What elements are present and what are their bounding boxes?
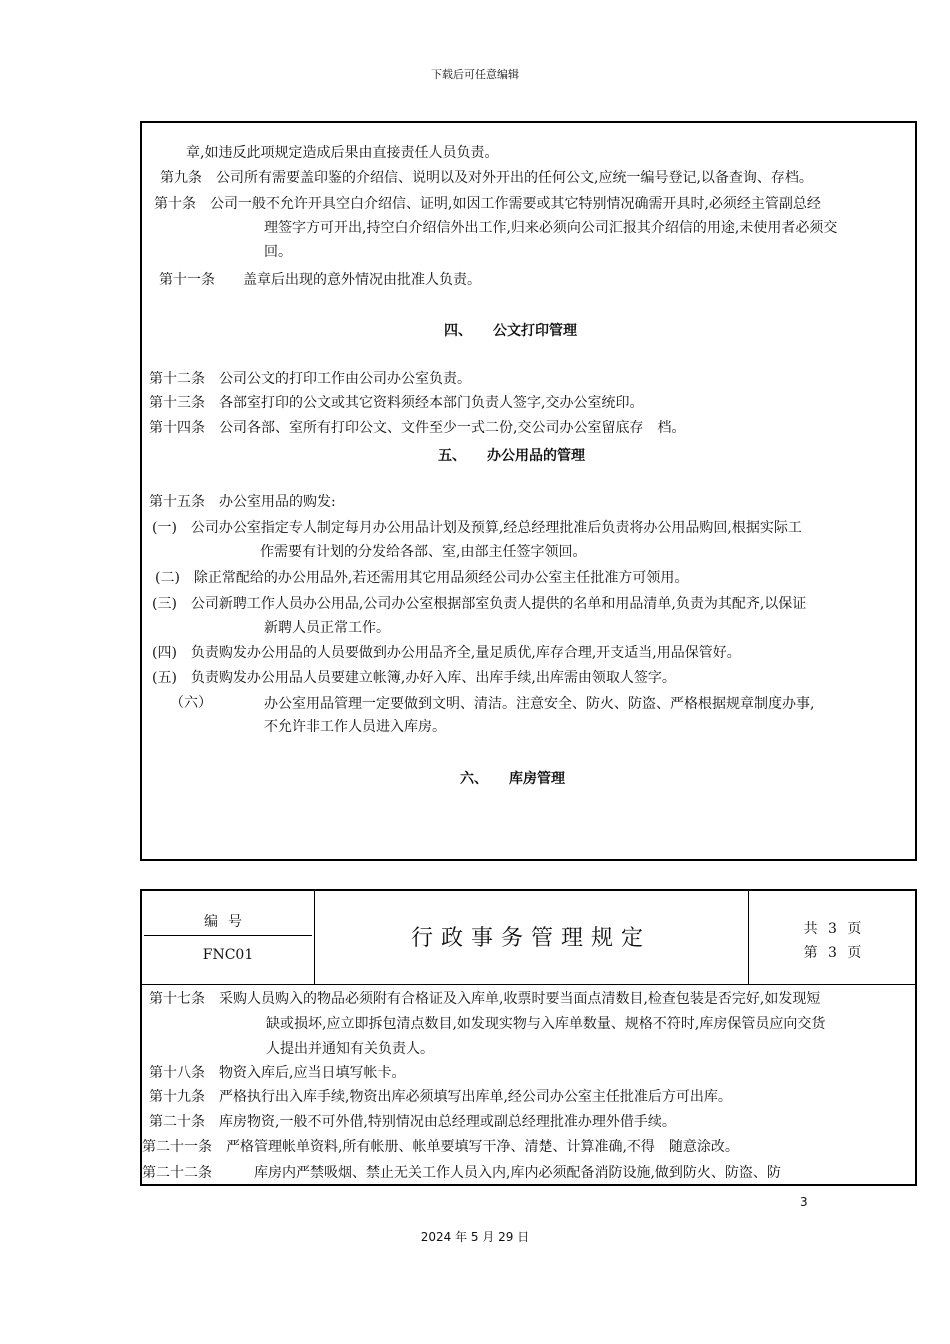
article-22: 第二十二条 库房内严禁吸烟、禁止无关工作人员入内,库内必须配备消防设施,做到防火、防盗、防 [142,1165,781,1181]
pages-current: 第 3 页 [803,945,862,961]
document-title: 行政事务管理规定 [410,926,651,951]
document-section-1 [140,121,917,861]
page-count [749,917,916,965]
article-14: 第十四条 公司各部、室所有打印公文、文件至少一式二份,交公司办公室留底存 档。 [149,420,686,436]
text-line: 章,如违反此项规定造成后果由直接责任人员负责。 [186,145,499,161]
header-note: 下载后可任意编辑 [431,68,519,81]
article-15: 第十五条 办公室用品的购发: [149,494,336,510]
number-label: 编号 [204,914,252,930]
pages-total: 共 3 页 [803,921,862,937]
document-header [142,891,915,985]
page-number: 3 [800,1195,808,1209]
article-20: 第二十条 库房物资,一般不可外借,特别情况由总经理或副总经理批准办理外借手续。 [149,1114,676,1130]
section-heading-4: 四、 公文打印管理 [444,323,577,339]
text-line: 作需要有计划的分发给各部、室,由部主任签字领回。 [260,544,587,560]
item-4: (四) 负责购发办公用品的人员要做到办公用品齐全,量足质优,库存合理,开支适当,用品保管好。 [152,645,741,661]
article-18: 第十八条 物资入库后,应当日填写帐卡。 [149,1065,406,1081]
text-line: 人提出并通知有关负责人。 [266,1041,434,1057]
text-line: 理签字方可开出,持空白介绍信外出工作,归来必须向公司汇报其介绍信的用途,未使用者必须交 [264,220,838,236]
article-21: 第二十一条 严格管理帐单资料,所有帐册、帐单要填写干净、清楚、计算准确,不得 随意涂改。 [142,1139,739,1155]
text-line: 缺或损坏,应立即拆包清点数目,如发现实物与入库单数量、规格不符时,库房保管员应向交货 [266,1016,826,1032]
section-heading-5: 五、 办公用品的管理 [438,448,585,464]
text-line: 新聘人员正常工作。 [264,620,390,636]
item-2: (二) 除正常配给的办公用品外,若还需用其它用品须经公司办公室主任批准方可领用。 [155,570,689,586]
document-section-2 [140,889,917,1186]
page-count-cell [748,891,916,984]
divider [144,935,312,936]
item-6: 办公室用品管理一定要做到文明、清洁。注意安全、防火、防盗、严格根据规章制度办事, [264,696,815,712]
article-12: 第十二条 公司公文的打印工作由公司办公室负责。 [149,371,471,387]
item-3: (三) 公司新聘工作人员办公用品,公司办公室根据部室负责人提供的名单和用品清单,负责为其配齐,以保证 [152,596,807,612]
text-line: 不允许非工作人员进入库房。 [264,719,446,735]
number-value: FNC01 [202,947,254,963]
article-19: 第十九条 严格执行出入库手续,物资出库必须填写出库单,经公司办公室主任批准后方可出库。 [149,1089,732,1105]
article-17: 第十七条 采购人员购入的物品必须附有合格证及入库单,收票时要当面点清数目,检查包装是否完好,如发现短 [149,991,821,1007]
section-heading-6: 六、 库房管理 [460,771,565,787]
item-5: (五) 负责购发办公用品人员要建立帐簿,办好入库、出库手续,出库需由领取人签字。 [152,670,676,686]
date-footer: 2024 年 5 月 29 日 [420,1230,530,1244]
number-cell [142,891,315,984]
text-line: 回。 [264,244,292,260]
item-1: (一) 公司办公室指定专人制定每月办公用品计划及预算,经总经理批准后负责将办公用品购回,根据实际工 [152,520,802,536]
article-13: 第十三条 各部室打印的公文或其它资料须经本部门负责人签字,交办公室统印。 [149,395,644,411]
article-10: 第十条 公司一般不允许开具空白介绍信、证明,如因工作需要或其它特别情况确需开具时,必须经主管副总经 [154,196,821,212]
item-6-label: （六） [170,695,212,711]
article-11: 第十一条 盖章后出现的意外情况由批准人负责。 [159,272,481,288]
article-9: 第九条 公司所有需要盖印鉴的介绍信、说明以及对外开出的任何公文,应统一编号登记,以备查询、存档。 [160,170,813,186]
